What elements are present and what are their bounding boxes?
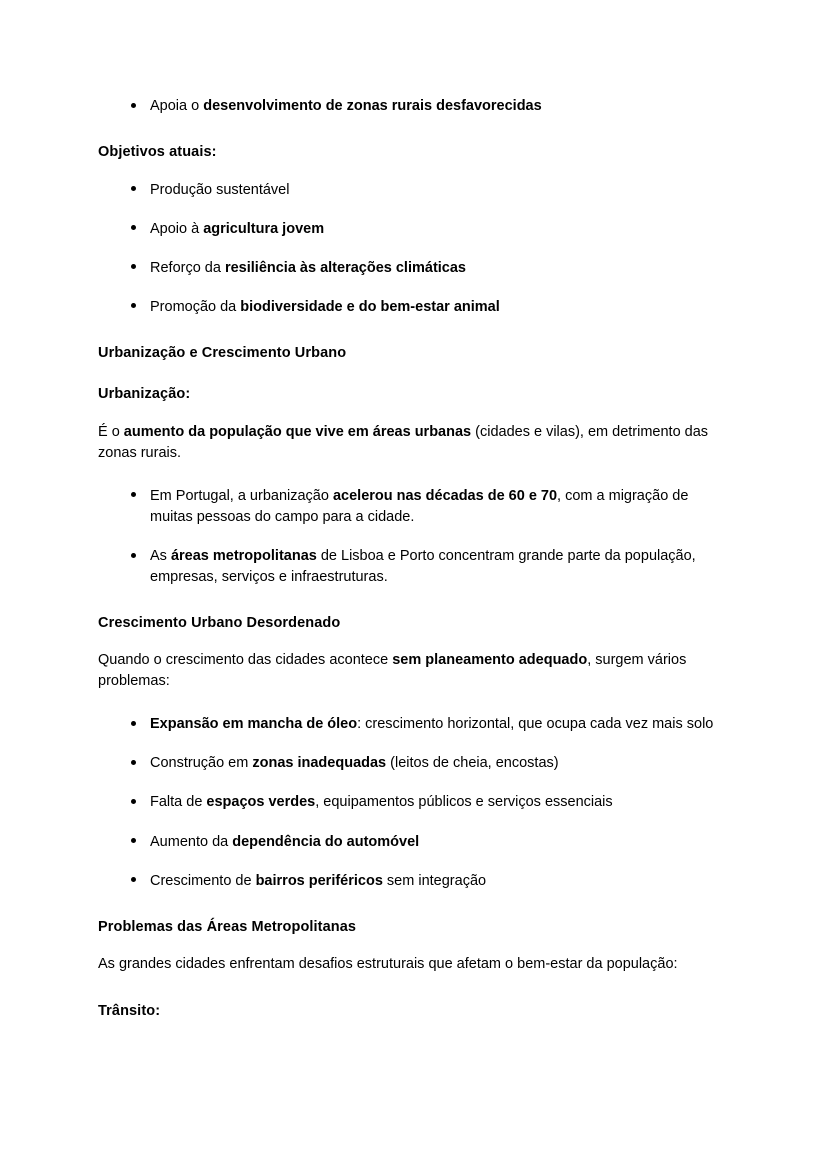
bullet-icon [131,832,141,853]
list-item [98,486,732,528]
emphasis-text: bairros periféricos [255,872,383,889]
list-item [98,753,732,774]
body-text: , com a migração de muitas pessoas do campo para a cidade. [150,487,689,525]
bullet-icon [131,714,141,735]
list-item [98,871,732,892]
list-item [98,714,732,735]
spacer [98,692,732,714]
list-item [98,219,732,240]
spacer [98,163,732,180]
list-item [98,258,732,279]
body-text: Apoio à [150,220,204,237]
spacer [98,633,732,650]
list-item-text [150,299,500,315]
body-text: (leitos de cheia, encostas) [386,755,559,772]
list-item-text [150,755,559,771]
section-heading [98,143,732,163]
emphasis-text: áreas metropolitanas [170,547,317,564]
bullet-icon [131,871,141,892]
body-text: Apoia o [150,98,204,114]
emphasis-text: acelerou nas décadas de 60 e 70 [332,487,558,504]
spacer [98,279,732,297]
bullet-icon [131,96,141,117]
emphasis-text: zonas inadequadas [252,755,387,772]
spacer [98,853,732,871]
emphasis-text: Trânsito: [98,1003,161,1020]
spacer [98,240,732,258]
body-text: Reforço da [150,259,225,276]
spacer [98,774,732,792]
body-text: Quando o crescimento das cidades acontece [98,652,393,669]
list-item [98,546,732,588]
bullet-list [98,180,732,318]
body-text: Crescimento de [150,872,256,889]
section-heading [98,1002,732,1022]
list-item-text [150,548,696,585]
bullet-list [98,714,732,891]
list-item [98,832,732,853]
emphasis-text: dependência do automóvel [232,833,420,850]
spacer [98,975,732,1002]
emphasis-text: Expansão em mancha de óleo [150,716,358,733]
list-item [98,96,732,117]
spacer [98,588,732,614]
body-text: As grandes cidades enfrentam desafios estruturais que afetam o bem-estar da população: [98,956,678,973]
paragraph [98,954,732,975]
bullet-icon [131,546,141,567]
bullet-list [98,96,732,117]
body-text: Em Portugal, a urbanização [150,487,333,504]
list-item [98,297,732,318]
emphasis-text: Problemas das Áreas Metropolitanas [98,918,357,935]
body-text: Aumento da [150,833,233,850]
list-item-text [150,221,324,237]
emphasis-text: Crescimento Urbano Desordenado [98,614,341,631]
bullet-icon [131,180,141,201]
body-text: : crescimento horizontal, que ocupa cada vez mais solo [357,716,714,733]
spacer [98,117,732,143]
spacer [98,892,732,918]
emphasis-text: resiliência às alterações climáticas [224,259,466,276]
emphasis-text: Urbanização: [98,386,191,403]
spacer [98,735,732,753]
body-text: Promoção da [150,298,241,315]
spacer [98,464,732,486]
bullet-icon [131,486,141,507]
list-item-text [150,260,466,276]
spacer [98,528,732,546]
list-item-text [150,834,419,850]
emphasis-text: espaços verdes [206,794,316,811]
bullet-list [98,486,732,588]
document-body [98,96,732,1022]
spacer [98,814,732,832]
body-text: , equipamentos públicos e serviços essenciais [315,794,613,811]
list-item-text [150,488,688,525]
section-heading [98,385,732,405]
list-item [98,180,732,201]
emphasis-text: sem planeamento adequado [392,652,588,669]
bullet-icon [131,792,141,813]
body-text: Construção em [150,755,253,772]
body-text: Produção sustentável [150,181,290,198]
emphasis-text: desenvolvimento de zonas rurais desfavorecidas [203,98,542,114]
paragraph [98,650,732,692]
bullet-icon [131,297,141,318]
emphasis-text: aumento da população que vive em áreas urbanas [123,423,472,440]
list-item-text [150,182,289,198]
list-item-text [150,98,542,114]
emphasis-text: Objetivos atuais: [98,144,217,161]
body-text: sem integração [382,872,487,889]
list-item-text [150,873,486,889]
emphasis-text: agricultura jovem [203,220,325,237]
list-item-text [150,794,613,810]
spacer [98,363,732,385]
spacer [98,937,732,954]
spacer [98,318,732,344]
body-text: As [150,547,171,564]
bullet-icon [131,258,141,279]
body-text: É o [98,423,124,440]
body-text: de Lisboa e Porto concentram grande parte da população, empresas, serviços e infraestruturas. [150,547,696,585]
section-heading [98,344,732,364]
bullet-icon [131,219,141,240]
section-heading [98,918,732,938]
body-text: Falta de [150,794,207,811]
spacer [98,405,732,422]
section-heading [98,614,732,634]
list-item-text [150,716,713,732]
spacer [98,201,732,219]
bullet-icon [131,753,141,774]
body-text: , surgem vários problemas: [98,652,687,690]
body-text: (cidades e vilas), em detrimento das zonas rurais. [98,423,709,461]
list-item [98,792,732,813]
paragraph [98,422,732,464]
emphasis-text: biodiversidade e do bem-estar animal [240,298,500,315]
emphasis-text: Urbanização e Crescimento Urbano [98,344,347,361]
